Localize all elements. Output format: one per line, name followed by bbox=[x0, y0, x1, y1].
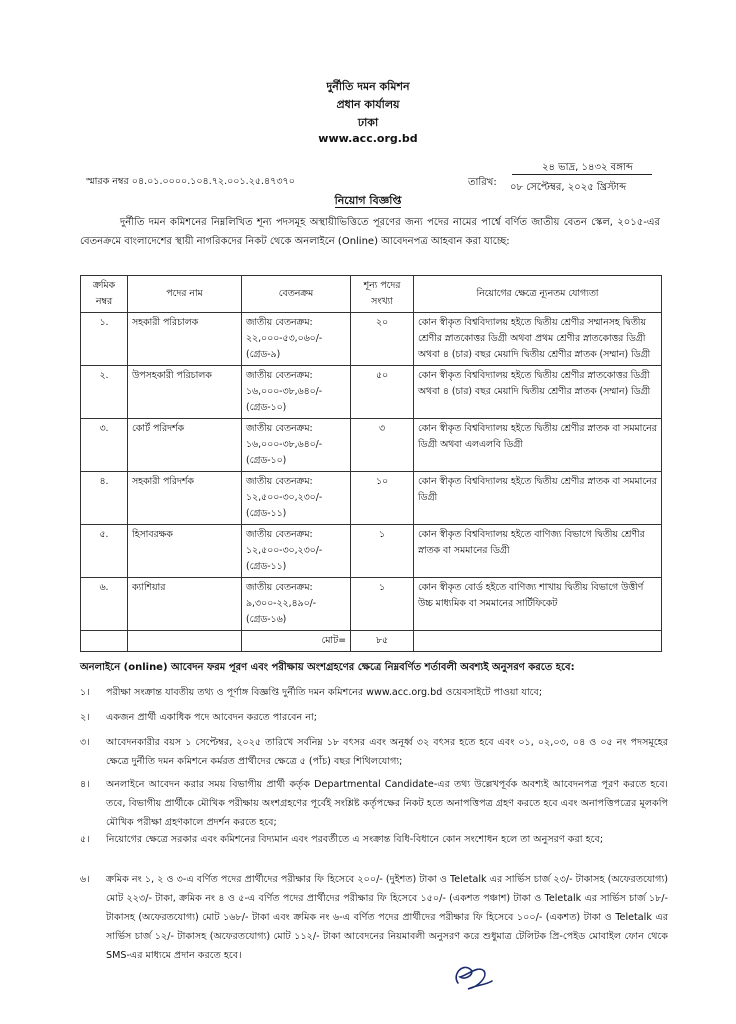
row-pay: জাতীয় বেতনক্রম: ১৬,০০০-৩৮,৬৪০/- (গ্রেড-১০) bbox=[242, 419, 351, 472]
row-pay: জাতীয় বেতনক্রম: ২২,০০০-৫৩,০৬০/- (গ্রেড-৯) bbox=[242, 313, 351, 366]
condition-text: ক্রমিক নং ১, ২ ও ৩-এ বর্ণিত পদের প্রার্থীদের পরীক্ষার ফি হিসেবে ২০০/- (দুইশত) টাকা ও Teletalk এর সার্ভিস চার্জ ২৩/- টাকাসহ (অফেরতযোগ্য) মোট ২২৩/- টাকা, ক্রমিক নং ৪ ও ৫-এ বর্ণিত পদের প্রার্থীদের পরীক্ষার ফি হিসেবে ১৫০/- (একশত পঞ্চাশ) টাকা ও Teletalk এর সার্ভিস চার্জ ১৮/- টাকাসহ (অফেরতযোগ্য) মোট ১৬৮/- টাকা এবং ক্রমিক নং ৬-এ বর্ণিত পদের প্রার্থীদের পরীক্ষার ফি হিসেবে ১০০/- (একশত) টাকা ও Teletalk এর সার্ভিস চার্জ ১২/- টাকাসহ (অফেরতযোগ্য) মোট ১১২/- টাকা আবেদনের নিয়মাবলী অনুসরণ করে শুধুমাত্র টেলিটক প্রি-পেইড মোবাইল ফোন থেকে SMS-এর মাধ্যমে প্রদান করতে হবে। bbox=[106, 874, 668, 961]
row-pay: জাতীয় বেতনক্রম: ১৬,০০০-৩৮,৬৪০/- (গ্রেড-১০) bbox=[242, 366, 351, 419]
signature-mark bbox=[448, 955, 494, 993]
header-qualification: নিয়োগের ক্ষেত্রে ন্যূনতম যোগ্যতা bbox=[414, 276, 662, 313]
row-post: সহকারী পরিদর্শক bbox=[128, 472, 242, 525]
row-pay: জাতীয় বেতনক্রম: ১২,৫০০-৩০,২৩০/- (গ্রেড-১১) bbox=[242, 525, 351, 578]
condition-number: ৪। bbox=[80, 779, 90, 790]
row-serial: ৪. bbox=[81, 472, 128, 525]
row-qualification: কোন স্বীকৃত বিশ্ববিদ্যালয় হইতে দ্বিতীয় শ্রেণীর সম্মানসহ দ্বিতীয় শ্রেণীর স্নাতকোত্তর ডিগ্রী অথবা প্রথম শ্রেণীর স্নাতকোত্তর ডিগ্রী অথবা ৪ (চার) বছর মেয়াদি দ্বিতীয় শ্রেণীর স্নাতক (সম্মান) ডিগ্রী bbox=[414, 313, 662, 366]
memo-number: স্মারক নম্বর ০৪.০১.০০০০.১০৪.৭২.০০১.২৫.৪৭৩৭০ bbox=[86, 176, 295, 187]
row-post: হিসাবরক্ষক bbox=[128, 525, 242, 578]
condition-text: আবেদনকারীর বয়স ১ সেপ্টেম্বর, ২০২৫ তারিখে সর্বনিম্ন ১৮ বৎসর এবং অনূর্ধ্ব ৩২ বৎসর হতে হবে এবং ০১, ০২,০৩, ০৪ ও ০৫ নং পদসমূহের ক্ষেত্রে দুর্নীতি দমন কমিশনে কর্মরত প্রার্থীদের ক্ষেত্রে ৫ (পাঁচ) বছর শিথিলযোগ্য; bbox=[106, 737, 668, 767]
condition-number: ১। bbox=[80, 687, 90, 698]
row-serial: ২. bbox=[81, 366, 128, 419]
row-serial: ৬. bbox=[81, 578, 128, 631]
row-pay: জাতীয় বেতনক্রম: ১২,৫০০-৩০,২৩০/- (গ্রেড-১১) bbox=[242, 472, 351, 525]
condition-item bbox=[80, 775, 668, 832]
condition-number: ৫। bbox=[80, 834, 90, 845]
condition-item bbox=[80, 733, 668, 771]
condition-number: ২। bbox=[80, 712, 90, 723]
header-serial: ক্রমিক নম্বর bbox=[81, 276, 128, 313]
website: www.acc.org.bd bbox=[318, 132, 418, 145]
condition-text: একজন প্রার্থী একাধিক পদে আবেদন করতে পারবেন না; bbox=[106, 712, 318, 723]
row-vacancy: ১ bbox=[351, 578, 414, 631]
row-serial: ৩. bbox=[81, 419, 128, 472]
table-row bbox=[81, 525, 662, 578]
condition-text: নিয়োগের ক্ষেত্রে সরকার এবং কমিশনের বিদ্যমান এবং পরবর্তীতে এ সংক্রান্ত বিধি-বিধানে কোন সংশোধন হলে তা অনুসরণ করা হবে; bbox=[106, 834, 604, 845]
condition-item bbox=[80, 870, 668, 965]
vacancy-table bbox=[80, 275, 662, 652]
office-name: প্রধান কার্যালয় bbox=[336, 98, 400, 111]
condition-text: পরীক্ষা সংক্রান্ত যাবতীয় তথ্য ও পূর্ণাঙ্গ বিজ্ঞপ্তি দুর্নীতি দমন কমিশনের www.acc.org.bd ওয়েবসাইটে পাওয়া যাবে; bbox=[106, 687, 543, 698]
notice-title bbox=[0, 192, 736, 211]
row-post: ক্যাশিয়ার bbox=[128, 578, 242, 631]
row-serial: ১. bbox=[81, 313, 128, 366]
row-vacancy: ১ bbox=[351, 525, 414, 578]
row-qualification: কোন স্বীকৃত বিশ্ববিদ্যালয় হইতে দ্বিতীয় শ্রেণীর স্নাতকোত্তর ডিগ্রী অথবা ৪ (চার) বছর মেয়াদি দ্বিতীয় শ্রেণীর স্নাতক (সম্মান) ডিগ্রী bbox=[414, 366, 662, 419]
row-post: কোর্ট পরিদর্শক bbox=[128, 419, 242, 472]
row-vacancy: ২০ bbox=[351, 313, 414, 366]
table-row bbox=[81, 313, 662, 366]
header-vacancy: শূন্য পদের সংখ্যা bbox=[351, 276, 414, 313]
total-row bbox=[81, 631, 662, 652]
date-label: তারিখ: bbox=[468, 177, 497, 188]
table-header-row bbox=[81, 276, 662, 313]
table-row bbox=[81, 366, 662, 419]
row-post: উপসহকারী পরিচালক bbox=[128, 366, 242, 419]
condition-text: অনলাইনে আবেদন করার সময় বিভাগীয় প্রার্থী কর্তৃক Departmental Candidate-এর তথ্য উল্লেখপূর্বক অবশ্যই আবেদনপত্র পূরণ করতে হবে। তবে, বিভাগীয় প্রার্থীকে মৌখিক পরীক্ষায় অংশগ্রহণের পূর্বেই সংশ্লিষ্ট কর্তৃপক্ষের নিকট হতে অনাপত্তিপত্র গ্রহণ করতে হবে এবং অনাপত্তিপত্রের মূলকপি মৌখিক পরীক্ষা গ্রহণকালে প্রদর্শন করতে হবে; bbox=[106, 779, 668, 828]
table-row bbox=[81, 419, 662, 472]
table-row bbox=[81, 472, 662, 525]
row-pay: জাতীয় বেতনক্রম: ৯,৩০০-২২,৪৯০/- (গ্রেড-১৬) bbox=[242, 578, 351, 631]
condition-item bbox=[80, 683, 668, 702]
row-qualification: কোন স্বীকৃত বিশ্ববিদ্যালয় হইতে দ্বিতীয় শ্রেণীর স্নাতক বা সমমানের ডিগ্রী অথবা এলএলবি ডিগ্রী bbox=[414, 419, 662, 472]
condition-item bbox=[80, 708, 668, 727]
date-english: ০৮ সেপ্টেম্বর, ২০২৫ খ্রিস্টাব্দ bbox=[510, 182, 627, 193]
conditions-title: অনলাইনে (online) আবেদন ফরম পূরণ এবং পরীক্ষায় অংশগ্রহণের ক্ষেত্রে নিম্নবর্ণিত শর্তাবলী অবশ্যই অনুসরণ করতে হবে: bbox=[80, 662, 575, 673]
row-serial: ৫. bbox=[81, 525, 128, 578]
date-divider bbox=[512, 174, 652, 175]
date-bangla: ২৪ ভাদ্র, ১৪৩২ বঙ্গাব্দ bbox=[542, 162, 633, 173]
row-qualification: কোন স্বীকৃত বোর্ড হইতে বাণিজ্য শাখায় দ্বিতীয় বিভাগে উত্তীর্ণ উচ্চ মাধ্যমিক বা সমমানের সার্টিফিকেট bbox=[414, 578, 662, 631]
condition-item bbox=[80, 830, 668, 849]
row-qualification: কোন স্বীকৃত বিশ্ববিদ্যালয় হইতে দ্বিতীয় শ্রেণীর স্নাতক বা সমমানের ডিগ্রী bbox=[414, 472, 662, 525]
row-vacancy: ৫০ bbox=[351, 366, 414, 419]
org-name: দুর্নীতি দমন কমিশন bbox=[326, 80, 410, 93]
intro-paragraph: দুর্নীতি দমন কমিশনের নিম্নলিখিত শূন্য পদসমূহ অস্থায়ীভিত্তিতে পূরণের জন্য পদের নামের পার্শ্বে বর্ণিত জাতীয় বেতন স্কেল, ২০১৫-এর বেতনক্রমে বাংলাদেশের স্থায়ী নাগরিকদের নিকট থেকে অনলাইনে (Online) আবেদনপত্র আহবান করা যাচ্ছে: bbox=[80, 217, 660, 247]
condition-number: ৬। bbox=[80, 874, 90, 885]
city-name: ঢাকা bbox=[357, 116, 379, 129]
condition-number: ৩। bbox=[80, 737, 90, 748]
row-post: সহকারী পরিচালক bbox=[128, 313, 242, 366]
header-post: পদের নাম bbox=[128, 276, 242, 313]
table-row bbox=[81, 578, 662, 631]
row-vacancy: ৩ bbox=[351, 419, 414, 472]
row-vacancy: ১০ bbox=[351, 472, 414, 525]
header-pay: বেতনক্রম bbox=[242, 276, 351, 313]
notice-title-text: নিয়োগ বিজ্ঞপ্তি bbox=[334, 194, 402, 207]
total-value: ৮৫ bbox=[351, 631, 414, 652]
total-label: মোট= bbox=[242, 631, 351, 652]
row-qualification: কোন স্বীকৃত বিশ্ববিদ্যালয় হইতে বাণিজ্য বিভাগে দ্বিতীয় শ্রেণীর স্নাতক বা সমমানের ডিগ্রী bbox=[414, 525, 662, 578]
